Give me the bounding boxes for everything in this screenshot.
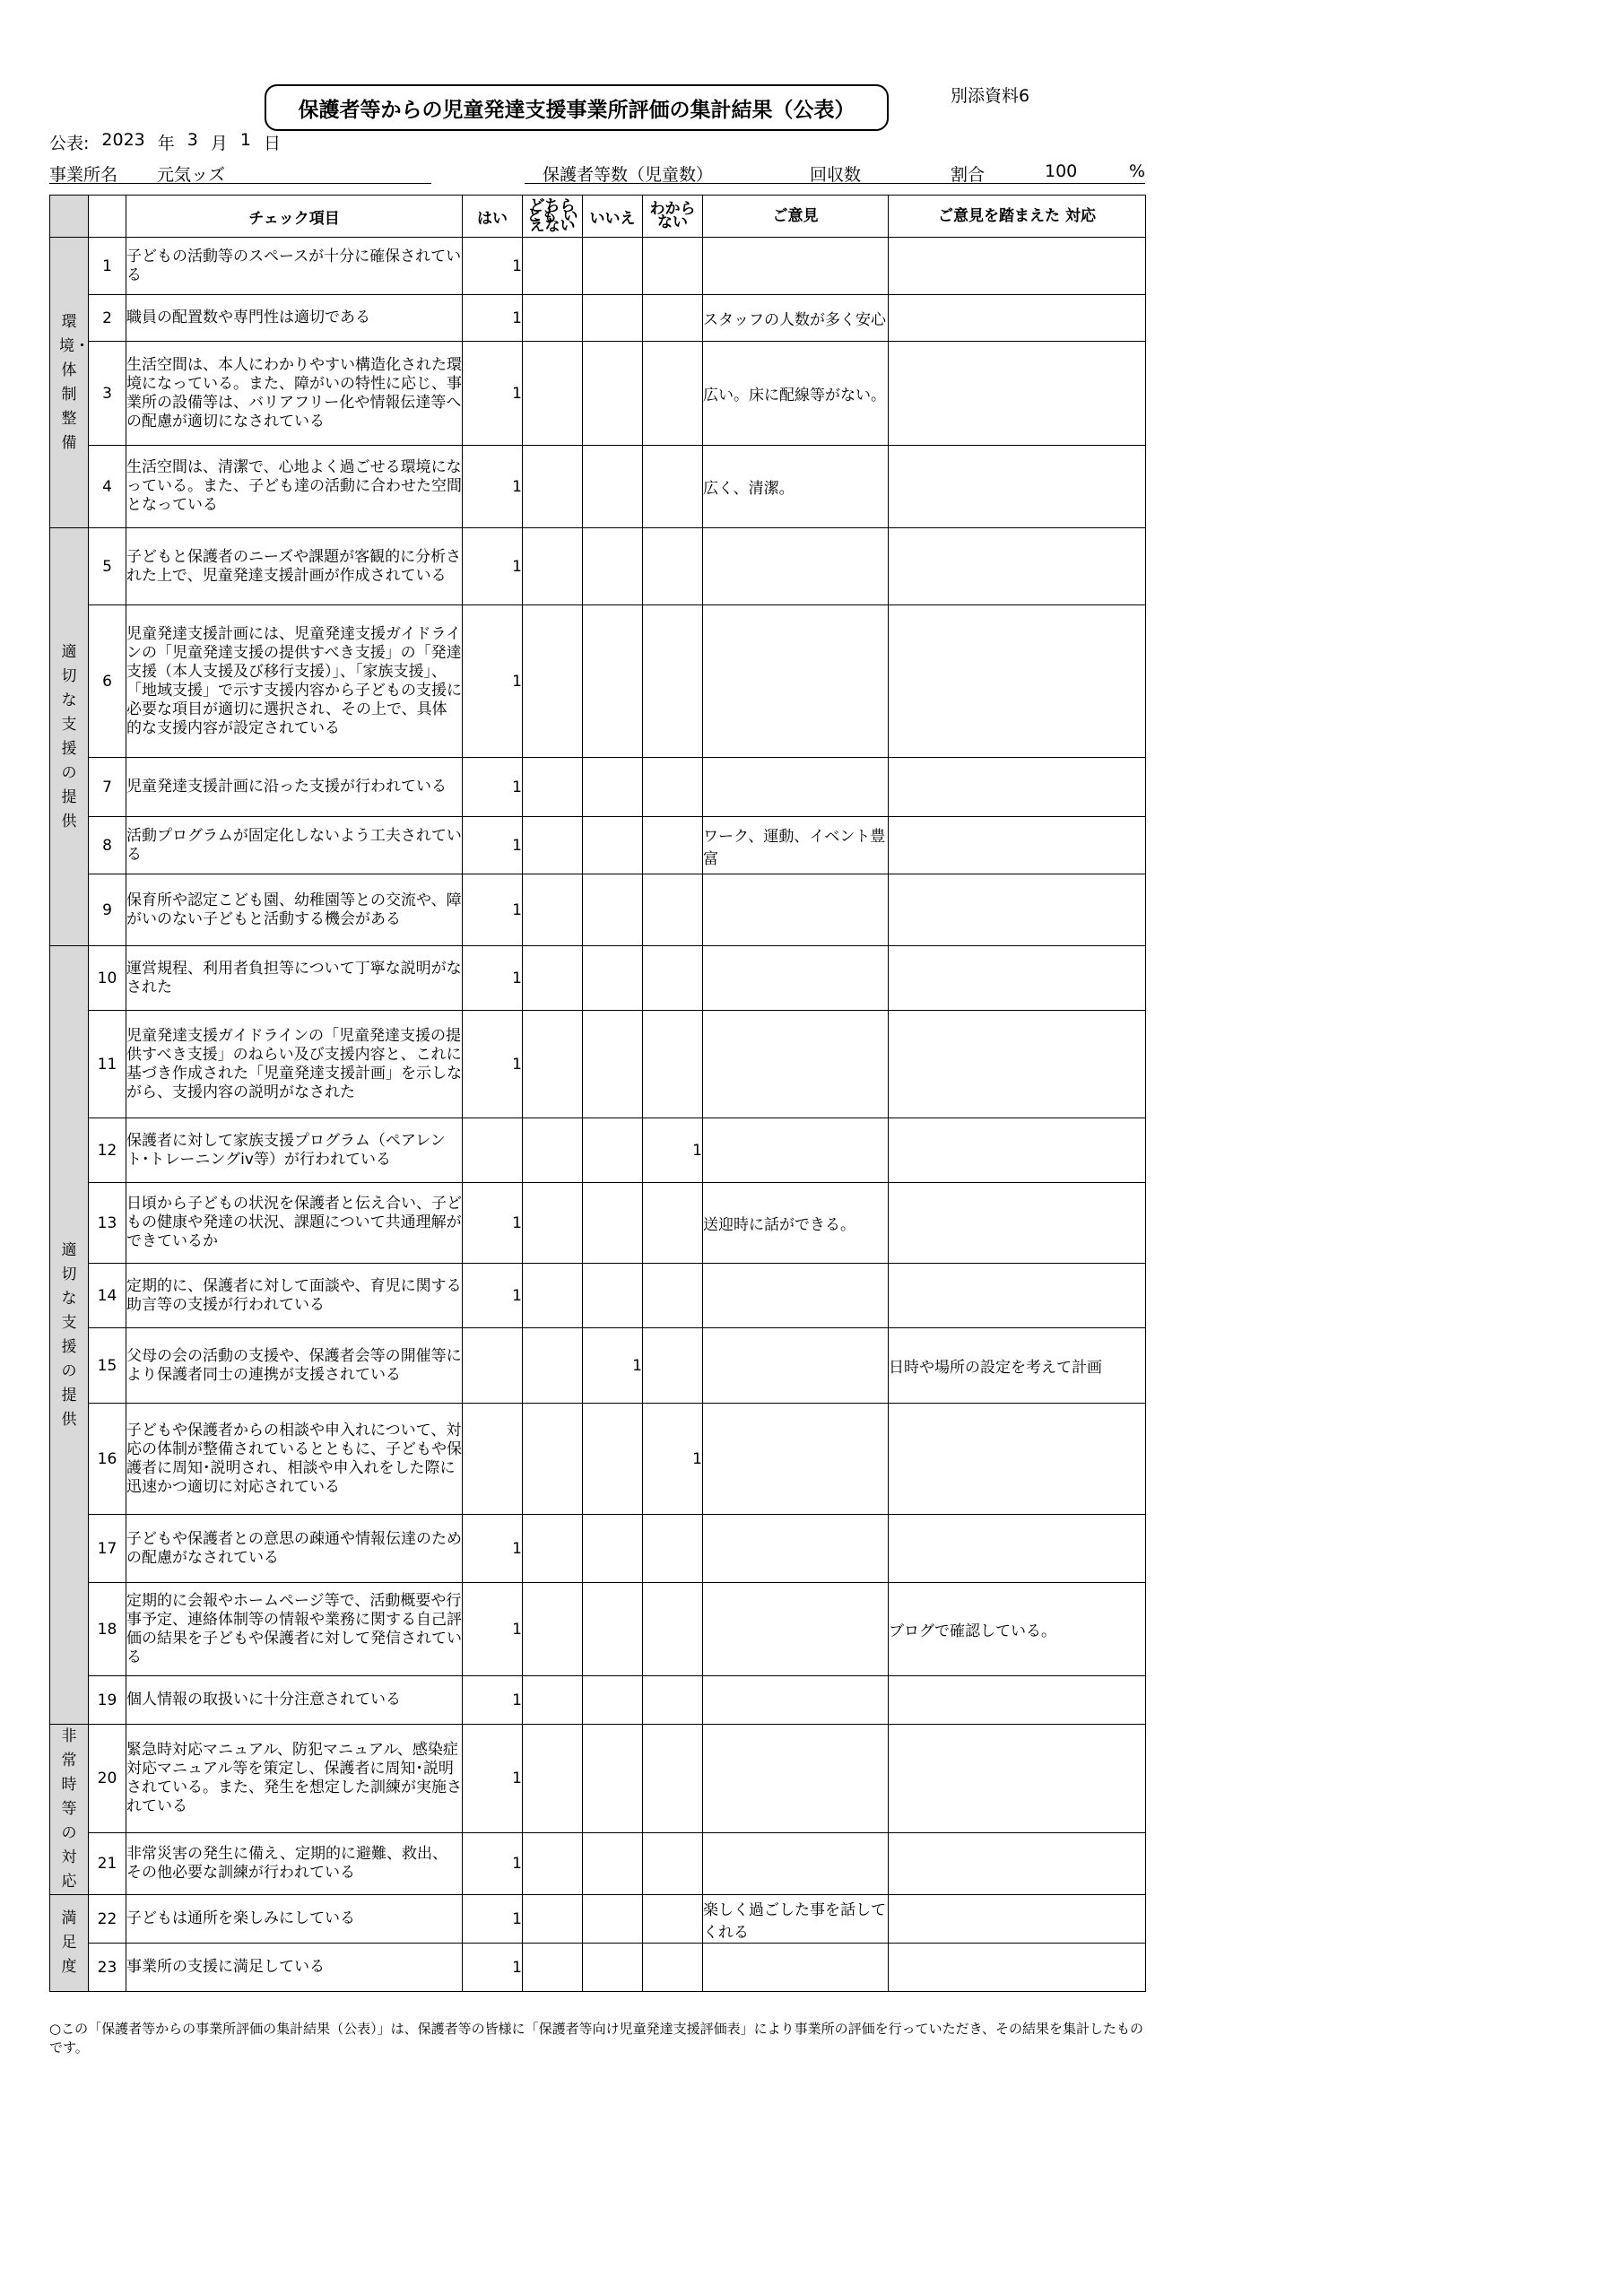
response-cell bbox=[889, 1676, 1146, 1725]
check-item: 保育所や認定こども園、幼稚園等との交流や、障がいのない子どもと活動する機会がある bbox=[126, 874, 463, 946]
response-cell bbox=[889, 238, 1146, 295]
answer-neither bbox=[523, 295, 583, 342]
opinion-cell bbox=[703, 946, 889, 1011]
answer-yes: 1 bbox=[463, 605, 523, 758]
answer-neither bbox=[523, 1725, 583, 1833]
answer-neither bbox=[523, 1328, 583, 1404]
table-row bbox=[50, 1515, 1146, 1583]
item-number: 21 bbox=[89, 1833, 126, 1895]
item-number: 6 bbox=[89, 605, 126, 758]
opinion-cell bbox=[703, 1676, 889, 1725]
item-number: 3 bbox=[89, 342, 126, 446]
check-item: 生活空間は、清潔で、心地よく過ごせる環境になっている。また、子ども達の活動に合わせた空間となっている bbox=[126, 446, 463, 528]
divider bbox=[49, 183, 431, 184]
answer-neither bbox=[523, 342, 583, 446]
item-number: 8 bbox=[89, 817, 126, 874]
item-number: 14 bbox=[89, 1264, 126, 1328]
response-cell: 日時や場所の設定を考えて計画 bbox=[889, 1328, 1146, 1404]
item-number: 12 bbox=[89, 1118, 126, 1183]
answer-no bbox=[583, 528, 643, 605]
opinion-cell bbox=[703, 1725, 889, 1833]
check-item: 児童発達支援ガイドラインの「児童発達支援の提供すべき支援」のねらい及び支援内容と、これに基づき作成された「児童発達支援計画」を示しながら、支援内容の説明がなされた bbox=[126, 1011, 463, 1118]
response-cell bbox=[889, 1725, 1146, 1833]
opinion-cell bbox=[703, 238, 889, 295]
answer-yes: 1 bbox=[463, 1725, 523, 1833]
footnote: ○この「保護者等からの事業所評価の集計結果（公表）」は、保護者等の皆様に「保護者等向け児童発達支援評価表」により事業所の評価を行っていただき、その結果を集計したものです。 bbox=[49, 2021, 1143, 2056]
pub-year: 2023 bbox=[101, 130, 145, 150]
answer-no bbox=[583, 342, 643, 446]
appendix-label: 別添資料6 bbox=[951, 86, 1030, 106]
answer-yes: 1 bbox=[463, 1515, 523, 1583]
check-item: 父母の会の活動の支援や、保護者会等の開催等により保護者同士の連携が支援されている bbox=[126, 1328, 463, 1404]
check-item: 子どもは通所を楽しみにしている bbox=[126, 1895, 463, 1944]
answer-unknown bbox=[643, 817, 703, 874]
item-number: 4 bbox=[89, 446, 126, 528]
check-item: 保護者に対して家族支援プログラム（ペアレント･トレーニングiv等）が行われている bbox=[126, 1118, 463, 1183]
table-row bbox=[50, 1011, 1146, 1118]
opinion-cell bbox=[703, 1944, 889, 1992]
col-response: ご意見を踏まえた 対応 bbox=[889, 196, 1146, 238]
col-check: チェック項目 bbox=[126, 196, 463, 238]
answer-unknown bbox=[643, 1833, 703, 1895]
ratio-label: 割合 bbox=[951, 165, 986, 185]
publication-date: 公表: 2023 年 3 月 1 日 bbox=[49, 130, 281, 153]
answer-unknown bbox=[643, 1725, 703, 1833]
answer-no bbox=[583, 295, 643, 342]
check-item: 生活空間は、本人にわかりやすい構造化された環境になっている。また、障がいの特性に応じ、事業所の設備等は、バリアフリー化や情報伝達等への配慮が適切になされている bbox=[126, 342, 463, 446]
answer-yes: 1 bbox=[463, 946, 523, 1011]
answer-unknown bbox=[643, 528, 703, 605]
answer-yes: 1 bbox=[463, 528, 523, 605]
header-blank bbox=[50, 196, 89, 238]
answer-unknown bbox=[643, 946, 703, 1011]
opinion-cell bbox=[703, 528, 889, 605]
answer-yes: 1 bbox=[463, 1583, 523, 1676]
answer-no bbox=[583, 1944, 643, 1992]
item-number: 1 bbox=[89, 238, 126, 295]
answer-yes: 1 bbox=[463, 1895, 523, 1944]
header-blank bbox=[89, 196, 126, 238]
answer-neither bbox=[523, 1183, 583, 1264]
answer-no bbox=[583, 946, 643, 1011]
item-number: 23 bbox=[89, 1944, 126, 1992]
response-cell bbox=[889, 528, 1146, 605]
table-row bbox=[50, 1583, 1146, 1676]
check-item: 運営規程、利用者負担等について丁寧な説明がなされた bbox=[126, 946, 463, 1011]
response-cell bbox=[889, 1944, 1146, 1992]
response-cell bbox=[889, 1011, 1146, 1118]
check-item: 児童発達支援計画には、児童発達支援ガイドラインの「児童発達支援の提供すべき支援」の「発達支援（本人支援及び移行支援）」、「家族支援」、「地域支援」で示す支援内容から子どもの支援に必要な項目が適切に選択され、その上で、具体的な支援内容が設定されている bbox=[126, 605, 463, 758]
col-neither: どちらとも いえない bbox=[523, 196, 583, 238]
answer-no bbox=[583, 1118, 643, 1183]
opinion-cell bbox=[703, 758, 889, 817]
category-cell bbox=[50, 946, 89, 1725]
check-item: 子どもと保護者のニーズや課題が客観的に分析された上で、児童発達支援計画が作成されている bbox=[126, 528, 463, 605]
response-cell bbox=[889, 446, 1146, 528]
col-unknown: わから ない bbox=[643, 196, 703, 238]
answer-neither bbox=[523, 238, 583, 295]
answer-unknown bbox=[643, 1676, 703, 1725]
category-label: 適切な支援の提供 bbox=[61, 642, 77, 831]
answer-no bbox=[583, 1515, 643, 1583]
answer-neither bbox=[523, 1118, 583, 1183]
table-row bbox=[50, 758, 1146, 817]
facility-name: 元気ッズ bbox=[157, 165, 226, 185]
table-row bbox=[50, 1725, 1146, 1833]
answer-yes: 1 bbox=[463, 238, 523, 295]
answer-unknown bbox=[643, 295, 703, 342]
table-row bbox=[50, 342, 1146, 446]
answer-neither bbox=[523, 1264, 583, 1328]
divider bbox=[525, 183, 1145, 184]
answer-no bbox=[583, 1183, 643, 1264]
facility-info bbox=[49, 161, 1145, 185]
item-number: 19 bbox=[89, 1676, 126, 1725]
check-item: 事業所の支援に満足している bbox=[126, 1944, 463, 1992]
answer-neither bbox=[523, 605, 583, 758]
category-cell bbox=[50, 238, 89, 528]
check-item: 子どもや保護者との意思の疎通や情報伝達のための配慮がなされている bbox=[126, 1515, 463, 1583]
item-number: 11 bbox=[89, 1011, 126, 1118]
opinion-cell bbox=[703, 1011, 889, 1118]
category-cell bbox=[50, 528, 89, 946]
answer-no bbox=[583, 874, 643, 946]
facility-label: 事業所名 bbox=[49, 165, 118, 185]
response-cell bbox=[889, 1833, 1146, 1895]
check-item: 児童発達支援計画に沿った支援が行われている bbox=[126, 758, 463, 817]
category-label: 非常時等の対応 bbox=[61, 1727, 77, 1891]
answer-neither bbox=[523, 1404, 583, 1515]
answer-yes: 1 bbox=[463, 1676, 523, 1725]
item-number: 10 bbox=[89, 946, 126, 1011]
answer-yes: 1 bbox=[463, 1011, 523, 1118]
item-number: 22 bbox=[89, 1895, 126, 1944]
answer-yes: 1 bbox=[463, 1183, 523, 1264]
answer-no bbox=[583, 1264, 643, 1328]
response-cell bbox=[889, 1264, 1146, 1328]
response-cell bbox=[889, 817, 1146, 874]
answer-yes bbox=[463, 1404, 523, 1515]
ratio-unit: % bbox=[1129, 161, 1146, 181]
guardians-label: 保護者等数（児童数） bbox=[543, 165, 714, 185]
answer-no: 1 bbox=[583, 1328, 643, 1404]
table-row bbox=[50, 1118, 1146, 1183]
answer-yes: 1 bbox=[463, 1264, 523, 1328]
answer-neither bbox=[523, 528, 583, 605]
item-number: 5 bbox=[89, 528, 126, 605]
opinion-cell bbox=[703, 1583, 889, 1676]
answer-neither bbox=[523, 874, 583, 946]
table-row bbox=[50, 605, 1146, 758]
answer-neither bbox=[523, 758, 583, 817]
answer-no bbox=[583, 1583, 643, 1676]
answer-neither bbox=[523, 1944, 583, 1992]
answer-neither bbox=[523, 946, 583, 1011]
answer-neither bbox=[523, 817, 583, 874]
opinion-cell: スタッフの人数が多く安心 bbox=[703, 295, 889, 342]
answer-yes: 1 bbox=[463, 758, 523, 817]
answer-neither bbox=[523, 446, 583, 528]
page-title: 保護者等からの児童発達支援事業所評価の集計結果（公表） bbox=[265, 84, 889, 131]
table-row bbox=[50, 528, 1146, 605]
ratio-value: 100 bbox=[1045, 161, 1078, 181]
table-row bbox=[50, 946, 1146, 1011]
col-opinion: ご意見 bbox=[703, 196, 889, 238]
response-cell: ブログで確認している。 bbox=[889, 1583, 1146, 1676]
category-cell bbox=[50, 1895, 89, 1992]
check-item: 日頃から子どもの状況を保護者と伝え合い、子どもの健康や発達の状況、課題について共通理解ができているか bbox=[126, 1183, 463, 1264]
table-row bbox=[50, 446, 1146, 528]
opinion-cell: 広く、清潔。 bbox=[703, 446, 889, 528]
table-row bbox=[50, 1404, 1146, 1515]
category-label: 環境・体制整備 bbox=[59, 312, 90, 452]
table-row bbox=[50, 1328, 1146, 1404]
answer-unknown bbox=[643, 1583, 703, 1676]
category-cell bbox=[50, 1725, 89, 1895]
answer-yes: 1 bbox=[463, 342, 523, 446]
answer-no bbox=[583, 1833, 643, 1895]
answer-no bbox=[583, 817, 643, 874]
check-item: 緊急時対応マニュアル、防犯マニュアル、感染症対応マニュアル等を策定し、保護者に周知･説明されている。また、発生を想定した訓練が実施されている bbox=[126, 1725, 463, 1833]
response-cell bbox=[889, 605, 1146, 758]
item-number: 20 bbox=[89, 1725, 126, 1833]
item-number: 17 bbox=[89, 1515, 126, 1583]
table-row bbox=[50, 1264, 1146, 1328]
table-row bbox=[50, 1895, 1146, 1944]
table-row bbox=[50, 1183, 1146, 1264]
answer-yes bbox=[463, 1328, 523, 1404]
answer-yes: 1 bbox=[463, 446, 523, 528]
answer-no bbox=[583, 1725, 643, 1833]
answer-unknown bbox=[643, 1183, 703, 1264]
pub-day: 1 bbox=[239, 130, 251, 150]
response-cell bbox=[889, 1118, 1146, 1183]
answer-no bbox=[583, 446, 643, 528]
opinion-cell: 楽しく過ごした事を話してくれる bbox=[703, 1895, 889, 1944]
check-item: 非常災害の発生に備え、定期的に避難、救出、その他必要な訓練が行われている bbox=[126, 1833, 463, 1895]
answer-unknown bbox=[643, 874, 703, 946]
opinion-cell bbox=[703, 1833, 889, 1895]
answer-unknown bbox=[643, 605, 703, 758]
response-cell bbox=[889, 1183, 1146, 1264]
answer-unknown bbox=[643, 238, 703, 295]
check-item: 定期的に、保護者に対して面談や、育児に関する助言等の支援が行われている bbox=[126, 1264, 463, 1328]
answer-no bbox=[583, 1676, 643, 1725]
table-row bbox=[50, 1833, 1146, 1895]
table-row bbox=[50, 238, 1146, 295]
answer-unknown bbox=[643, 758, 703, 817]
answer-unknown: 1 bbox=[643, 1404, 703, 1515]
item-number: 2 bbox=[89, 295, 126, 342]
response-cell bbox=[889, 874, 1146, 946]
response-cell bbox=[889, 1895, 1146, 1944]
answer-neither bbox=[523, 1515, 583, 1583]
opinion-cell bbox=[703, 1264, 889, 1328]
answer-no bbox=[583, 1895, 643, 1944]
answer-yes: 1 bbox=[463, 874, 523, 946]
response-cell bbox=[889, 295, 1146, 342]
table-row bbox=[50, 1676, 1146, 1725]
recovered-label: 回収数 bbox=[810, 165, 862, 185]
check-item: 個人情報の取扱いに十分注意されている bbox=[126, 1676, 463, 1725]
table-row bbox=[50, 1944, 1146, 1992]
answer-neither bbox=[523, 1833, 583, 1895]
category-label: 満足度 bbox=[61, 1909, 77, 1976]
pub-month: 3 bbox=[187, 130, 198, 150]
item-number: 7 bbox=[89, 758, 126, 817]
opinion-cell: ワーク、運動、イベント豊富 bbox=[703, 817, 889, 874]
pub-label: 公表: bbox=[49, 134, 90, 153]
col-no: いいえ bbox=[583, 196, 643, 238]
table-row bbox=[50, 874, 1146, 946]
answer-unknown bbox=[643, 1944, 703, 1992]
check-item: 活動プログラムが固定化しないよう工夫されている bbox=[126, 817, 463, 874]
opinion-cell bbox=[703, 1404, 889, 1515]
answer-yes bbox=[463, 1118, 523, 1183]
evaluation-table bbox=[49, 195, 1146, 1992]
answer-no bbox=[583, 1404, 643, 1515]
answer-neither bbox=[523, 1676, 583, 1725]
answer-no bbox=[583, 1011, 643, 1118]
answer-unknown bbox=[643, 1895, 703, 1944]
col-yes: はい bbox=[463, 196, 523, 238]
answer-unknown bbox=[643, 1328, 703, 1404]
answer-neither bbox=[523, 1011, 583, 1118]
check-item: 職員の配置数や専門性は適切である bbox=[126, 295, 463, 342]
answer-no bbox=[583, 605, 643, 758]
item-number: 18 bbox=[89, 1583, 126, 1676]
answer-unknown bbox=[643, 1011, 703, 1118]
item-number: 15 bbox=[89, 1328, 126, 1404]
answer-yes: 1 bbox=[463, 1833, 523, 1895]
item-number: 16 bbox=[89, 1404, 126, 1515]
answer-yes: 1 bbox=[463, 1944, 523, 1992]
response-cell bbox=[889, 1404, 1146, 1515]
answer-yes: 1 bbox=[463, 817, 523, 874]
answer-no bbox=[583, 238, 643, 295]
answer-yes: 1 bbox=[463, 295, 523, 342]
answer-no bbox=[583, 758, 643, 817]
response-cell bbox=[889, 1515, 1146, 1583]
answer-unknown bbox=[643, 1264, 703, 1328]
opinion-cell bbox=[703, 605, 889, 758]
answer-unknown bbox=[643, 1515, 703, 1583]
opinion-cell bbox=[703, 1515, 889, 1583]
answer-unknown: 1 bbox=[643, 1118, 703, 1183]
item-number: 9 bbox=[89, 874, 126, 946]
answer-unknown bbox=[643, 342, 703, 446]
answer-neither bbox=[523, 1895, 583, 1944]
opinion-cell bbox=[703, 874, 889, 946]
table-row bbox=[50, 295, 1146, 342]
opinion-cell: 広い。床に配線等がない。 bbox=[703, 342, 889, 446]
opinion-cell bbox=[703, 1118, 889, 1183]
answer-unknown bbox=[643, 446, 703, 528]
response-cell bbox=[889, 946, 1146, 1011]
item-number: 13 bbox=[89, 1183, 126, 1264]
response-cell bbox=[889, 342, 1146, 446]
opinion-cell bbox=[703, 1328, 889, 1404]
opinion-cell: 送迎時に話ができる。 bbox=[703, 1183, 889, 1264]
category-label: 適切な支援の提供 bbox=[61, 1240, 77, 1429]
check-item: 子どもの活動等のスペースが十分に確保されている bbox=[126, 238, 463, 295]
answer-neither bbox=[523, 1583, 583, 1676]
response-cell bbox=[889, 758, 1146, 817]
check-item: 子どもや保護者からの相談や申入れについて、対応の体制が整備されているとともに、子どもや保護者に周知･説明され、相談や申入れをした際に迅速かつ適切に対応されている bbox=[126, 1404, 463, 1515]
check-item: 定期的に会報やホームページ等で、活動概要や行事予定、連絡体制等の情報や業務に関する自己評価の結果を子どもや保護者に対して発信されている bbox=[126, 1583, 463, 1676]
table-row bbox=[50, 817, 1146, 874]
